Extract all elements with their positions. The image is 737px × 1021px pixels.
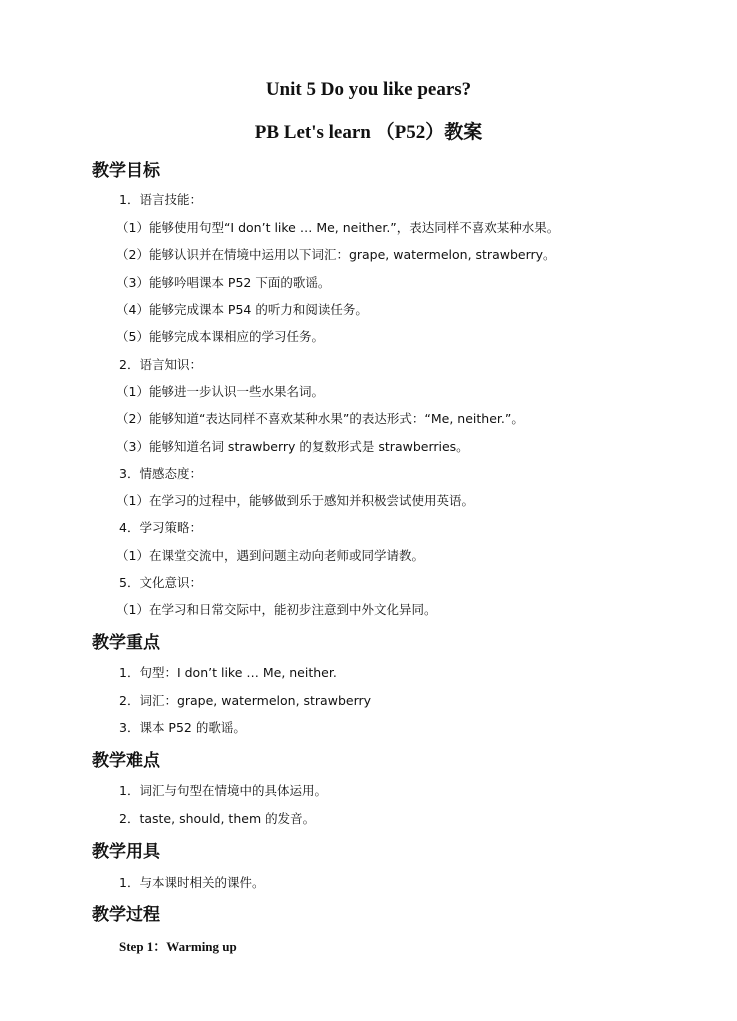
- objective-line: （1）能够使用句型“I don’t like … Me, neither.”，表达同样不喜欢某种水果。: [116, 220, 560, 235]
- objective-line: （3）能够吟唱课本 P52 下面的歌谣。: [116, 275, 331, 290]
- section-heading-process: 教学过程: [92, 905, 160, 925]
- section-heading-difficulties: 教学难点: [92, 751, 160, 771]
- process-step-1: Step 1：Warming up: [119, 939, 237, 954]
- objective-line: 1．语言技能：: [119, 192, 202, 207]
- objective-line: 2．语言知识：: [119, 357, 202, 372]
- objective-line: （5）能够完成本课相应的学习任务。: [116, 329, 324, 344]
- objective-line: （1）在学习和日常交际中，能初步注意到中外文化异同。: [116, 602, 437, 617]
- difficulty-line: 2．taste, should, them 的发音。: [119, 811, 316, 826]
- key-point-line: 2．词汇：grape, watermelon, strawberry: [119, 693, 372, 708]
- objective-line: （2）能够知道“表达同样不喜欢某种水果”的表达形式：“Me, neither.”。: [116, 411, 524, 426]
- document-subtitle: PB Let's learn （P52）教案: [254, 122, 483, 143]
- difficulty-line: 1．词汇与句型在情境中的具体运用。: [119, 783, 327, 798]
- objective-line: （1）在课堂交流中，遇到问题主动向老师或同学请教。: [116, 548, 424, 563]
- section-heading-key-points: 教学重点: [92, 633, 160, 653]
- objective-line: （1）在学习的过程中，能够做到乐于感知并积极尝试使用英语。: [116, 493, 474, 508]
- objective-line: 4．学习策略：: [119, 520, 202, 535]
- objective-line: （3）能够知道名词 strawberry 的复数形式是 strawberries。: [116, 439, 469, 454]
- objective-line: 3．情感态度：: [119, 466, 202, 481]
- document-title: Unit 5 Do you like pears?: [265, 79, 472, 100]
- section-heading-tools: 教学用具: [92, 842, 160, 862]
- tool-line: 1．与本课时相关的课件。: [119, 875, 265, 890]
- section-heading-objectives: 教学目标: [92, 161, 160, 181]
- key-point-line: 1．句型：I don’t like … Me, neither.: [119, 665, 337, 680]
- objective-line: （2）能够认识并在情境中运用以下词汇：grape, watermelon, strawberry。: [116, 247, 556, 262]
- key-point-line: 3．课本 P52 的歌谣。: [119, 720, 246, 735]
- objective-line: 5．文化意识：: [119, 575, 202, 590]
- objective-line: （4）能够完成课本 P54 的听力和阅读任务。: [116, 302, 368, 317]
- objective-line: （1）能够进一步认识一些水果名词。: [116, 384, 324, 399]
